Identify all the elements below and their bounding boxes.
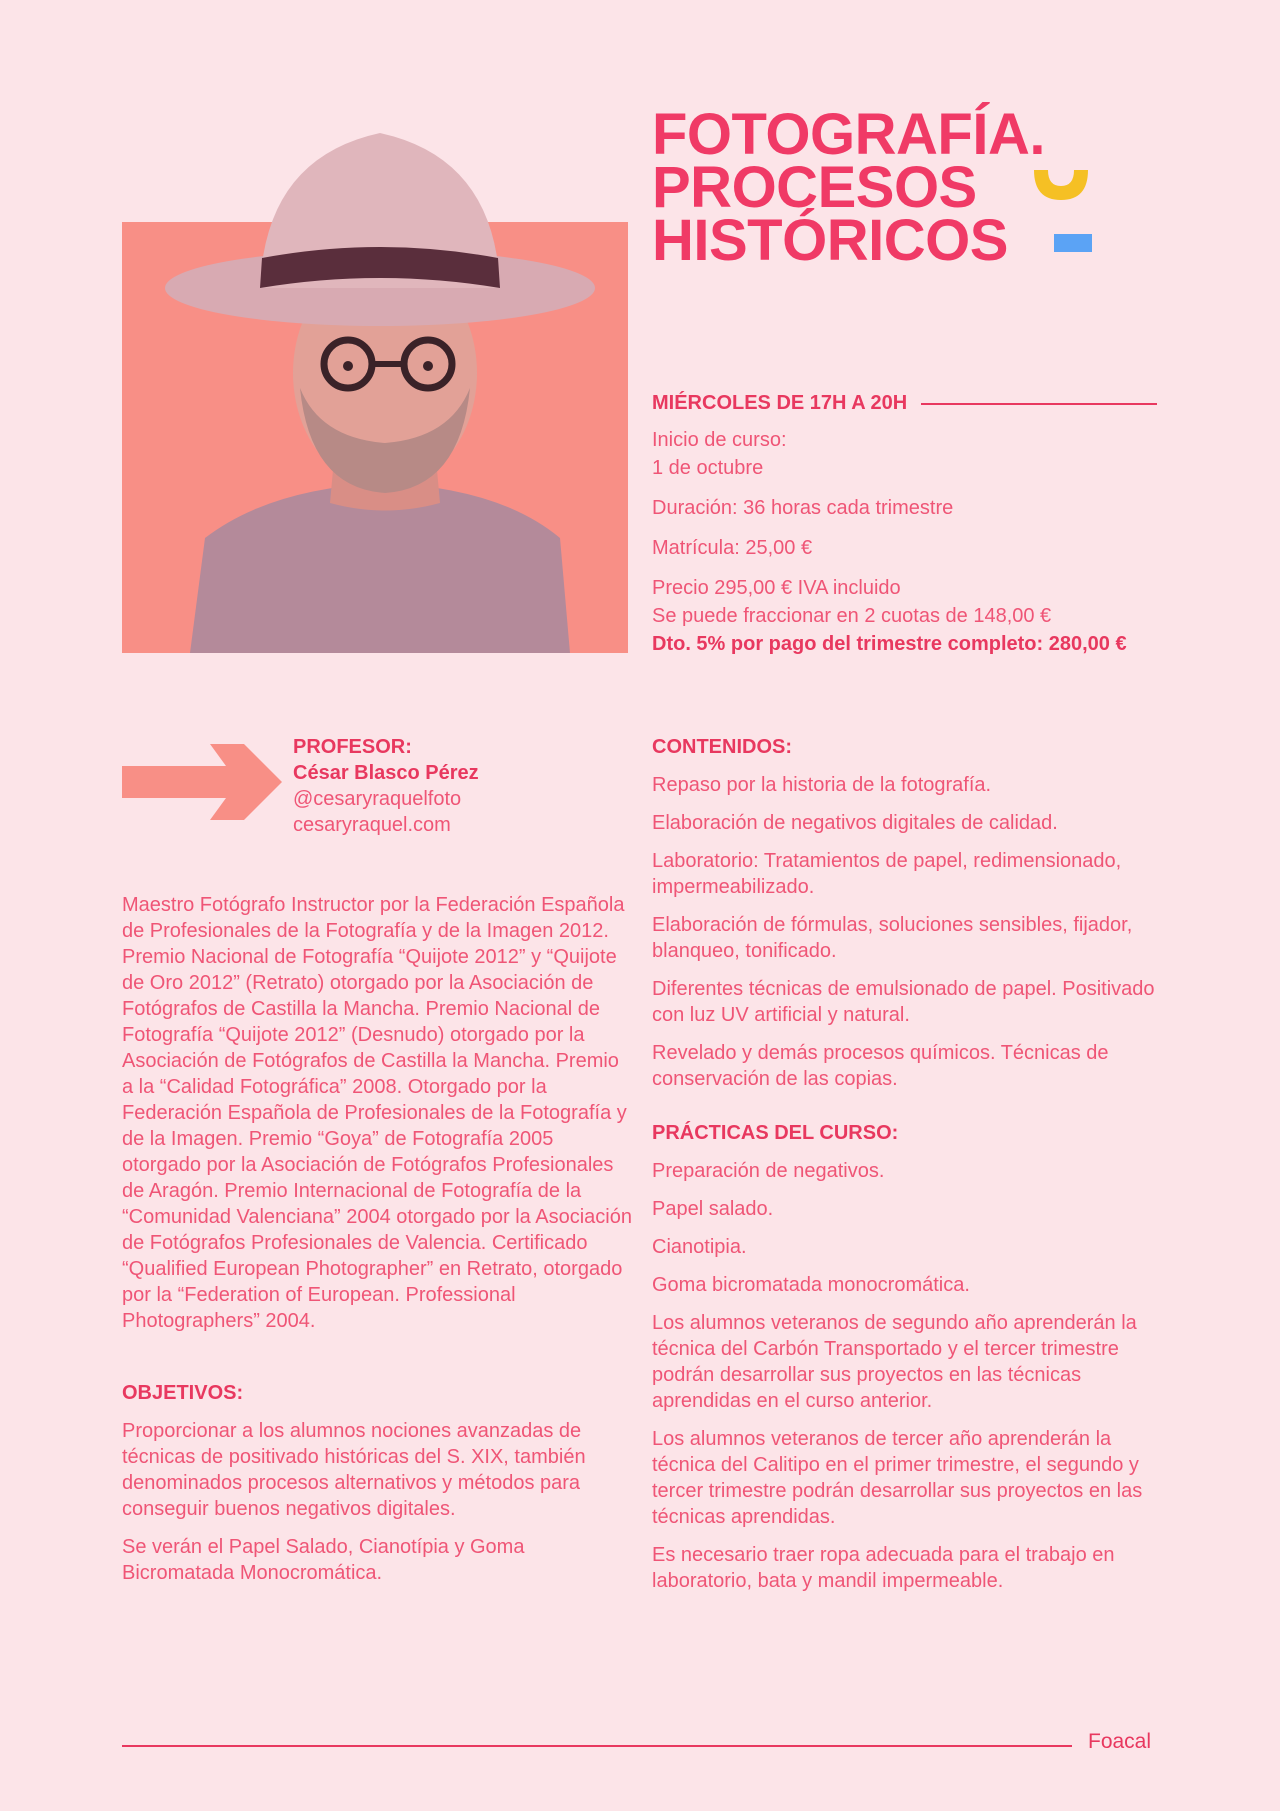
content-item: Elaboración de fórmulas, soluciones sensibles, fijador, blanqueo, tonificado. bbox=[652, 914, 1133, 962]
practice-item: Los alumnos veteranos de tercer año aprenderán la técnica del Calitipo en el primer trimestre, el segundo y tercer trimestre podrán desarrollar sus proyectos en las técnicas aprendidas. bbox=[652, 1428, 1143, 1528]
professor-portrait bbox=[150, 118, 620, 653]
content-item: Elaboración de negativos digitales de calidad. bbox=[652, 812, 1058, 834]
duration: Duración: 36 horas cada trimestre bbox=[652, 497, 954, 519]
practice-item: Preparación de negativos. bbox=[652, 1160, 885, 1182]
blue-bar-decoration bbox=[1054, 234, 1092, 252]
professor-website[interactable]: cesaryraquel.com bbox=[293, 814, 451, 836]
contents-column bbox=[652, 734, 1172, 1606]
footer-divider bbox=[122, 1745, 1072, 1747]
heading-divider bbox=[921, 403, 1157, 405]
professor-card bbox=[293, 734, 479, 838]
arrow-icon bbox=[122, 744, 282, 820]
practices-heading: PRÁCTICAS DEL CURSO: bbox=[652, 1122, 899, 1144]
footer-brand: Foacal bbox=[1088, 1730, 1152, 1753]
contents-heading: CONTENIDOS: bbox=[652, 736, 792, 758]
practice-item: Papel salado. bbox=[652, 1198, 774, 1220]
course-title bbox=[652, 102, 1045, 273]
title-line-3: HISTÓRICOS bbox=[652, 208, 1008, 273]
schedule-heading bbox=[652, 392, 1157, 415]
course-info bbox=[652, 426, 1172, 658]
objectives-section bbox=[122, 1380, 637, 1598]
enrollment: Matrícula: 25,00 € bbox=[652, 537, 813, 559]
content-item: Revelado y demás procesos químicos. Técnicas de conservación de las copias. bbox=[652, 1042, 1109, 1090]
practice-item: Cianotipia. bbox=[652, 1236, 747, 1258]
title-line-1: FOTOGRAFÍA. bbox=[652, 102, 1045, 167]
practice-item: Los alumnos veteranos de segundo año aprenderán la técnica del Carbón Transportado y el tercer trimestre podrán desarrollar sus proyectos en las técnicas aprendidas en el curso anterior. bbox=[652, 1312, 1137, 1412]
objective-item: Se verán el Papel Salado, Cianotípia y Goma Bicromatada Monocromática. bbox=[122, 1536, 525, 1584]
professor-label: PROFESOR: bbox=[293, 736, 412, 758]
schedule-heading-text: MIÉRCOLES DE 17H A 20H bbox=[652, 392, 908, 414]
professor-name: César Blasco Pérez bbox=[293, 762, 479, 784]
practice-item: Goma bicromatada monocromática. bbox=[652, 1274, 970, 1296]
content-item: Diferentes técnicas de emulsionado de papel. Positivado con luz UV artificial y natural. bbox=[652, 978, 1155, 1026]
title-line-2: PROCESOS bbox=[652, 155, 977, 220]
discount: Dto. 5% por pago del trimestre completo: 280,00 € bbox=[652, 633, 1127, 655]
price: Precio 295,00 € IVA incluido bbox=[652, 577, 901, 599]
start-date: 1 de octubre bbox=[652, 457, 764, 479]
installments: Se puede fraccionar en 2 cuotas de 148,00 € bbox=[652, 605, 1052, 627]
professor-bio: Maestro Fotógrafo Instructor por la Federación Española de Profesionales de la Fotografía y de la Imagen 2012. Premio Nacional de Fotografía “Quijote 2012” y “Quijote de Oro 2012” (Retrato) otorgado por la Asociación de Fotógrafos de Castilla la Mancha. Premio Nacional de Fotografía “Quijote 2012” (Desnudo) otorgado por la Asociación de Fotógrafos de Castilla la Mancha. Premio a la “Calidad Fotográfica” 2008. Otorgado por la Federación Española de Profesionales de la Fotografía y de la Imagen. Premio “Goya” de Fotografía 2005 otorgado por la Asociación de Fotógrafos Profesionales de Aragón. Premio Internacional de Fotografía de la “Comunidad Valenciana” 2004 otorgado por la Asociación de Fotógrafos Profesionales de Valencia. Certificado “Qualified European Photographer” en Retrato, otorgado por la “Federation of European. Professional Photographers” 2004. bbox=[122, 894, 632, 1332]
objectives-heading: OBJETIVOS: bbox=[122, 1382, 244, 1404]
content-item: Repaso por la historia de la fotografía. bbox=[652, 774, 992, 796]
objective-item: Proporcionar a los alumnos nociones avanzadas de técnicas de positivado históricas del S. XIX, también denominados procesos alternativos y métodos para conseguir buenos negativos digitales. bbox=[122, 1420, 586, 1520]
start-label: Inicio de curso: bbox=[652, 429, 787, 451]
content-item: Laboratorio: Tratamientos de papel, redimensionado, impermeabilizado. bbox=[652, 850, 1122, 898]
professor-instagram[interactable]: @cesaryraquelfoto bbox=[293, 788, 462, 810]
practice-item: Es necesario traer ropa adecuada para el trabajo en laboratorio, bata y mandil impermeable. bbox=[652, 1544, 1115, 1592]
yellow-arc-decoration bbox=[1030, 170, 1092, 204]
